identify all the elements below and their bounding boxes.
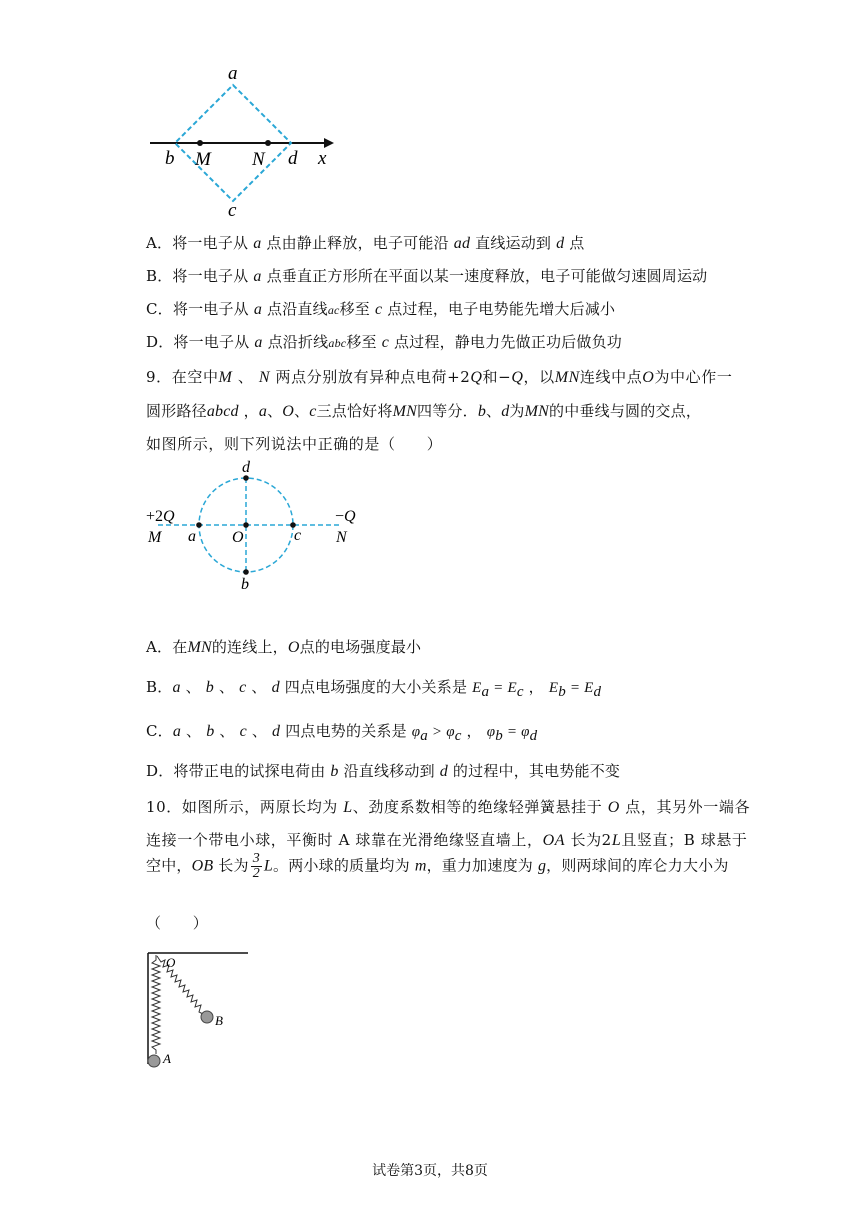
label-B: B: [215, 1013, 223, 1028]
q10-stem-line-2: 连接一个带电小球，平衡时 A 球靠在光滑绝缘竖直墙上，OA 长为2L且竖直；B 球悬于: [146, 831, 748, 849]
point-a: [196, 522, 202, 528]
figure-square-diagram: [140, 60, 350, 220]
page-footer: 试卷第3页，共8页: [372, 1163, 488, 1179]
label-c: c: [228, 200, 237, 220]
label-M: M: [195, 149, 211, 170]
point-O: [243, 522, 249, 528]
label-d: d: [242, 459, 250, 476]
ball-A: [148, 1055, 160, 1067]
q9-stem-line-3: 如图所示，则下列说法中正确的是（ ）: [146, 435, 443, 453]
q9-option-b: B．a 、 b 、 c 、 d 四点电场强度的大小关系是 $E_a = E_c$ ， $E_b = E_d$: [146, 678, 602, 700]
label-a: a: [188, 528, 196, 545]
q8-option-a: A．将一电子从 a 点由静止释放，电子可能沿 ad 直线运动到 d 点: [146, 234, 585, 252]
label-a: a: [228, 63, 238, 84]
label-N: N: [252, 149, 265, 170]
x-axis-arrow: [324, 138, 334, 148]
q8-option-b: B．将一电子从 a 点垂直正方形所在平面以某一速度释放，电子可能做匀速圆周运动: [146, 267, 708, 285]
q9-stem-line-2: 圆形路径abcd ，a、O、c三点恰好将MN四等分．b、d为MN的中垂线与圆的交点，: [146, 402, 702, 420]
point-d: [243, 475, 249, 481]
label-minus-charge: −Q: [335, 508, 356, 525]
spring-OA: [152, 955, 160, 1054]
q9-option-c: C．a 、 b 、 c 、 d 四点电势的关系是 $\varphi_a > \varphi_c$ ， $\varphi_b = \varphi_d$: [146, 722, 538, 744]
label-plus-charge: +2Q: [146, 508, 175, 525]
q8-option-c: C．将一电子从 a 点沿直线ac移至 c 点过程，电子电势能先增大后减小: [146, 300, 616, 318]
label-c: c: [294, 527, 302, 544]
q10-stem-line-1: 10．如图所示，两原长均为 L、劲度系数相等的绝缘轻弹簧悬挂于 O 点，其另外一端各: [146, 798, 751, 816]
label-b: b: [241, 576, 249, 593]
label-A: A: [163, 1051, 171, 1066]
label-d: d: [288, 148, 298, 169]
figure-spring-diagram: [140, 946, 260, 1076]
point-N: [265, 140, 271, 146]
q10-stem-line-4: （ ）: [146, 914, 209, 932]
fraction-three-halves: $\frac{3}{2}$: [252, 851, 260, 881]
q9-option-d: D．将带正电的试探电荷由 b 沿直线移动到 d 的过程中，其电势能不变: [146, 762, 621, 780]
point-M: [197, 140, 203, 146]
spring-OB: [157, 956, 203, 1014]
point-b: [243, 569, 249, 575]
label-M: M: [148, 529, 162, 546]
label-O: O: [232, 529, 244, 546]
q8-option-d: D．将一电子从 a 点沿折线abc移至 c 点过程，静电力先做正功后做负功: [146, 333, 622, 351]
label-b: b: [165, 148, 175, 169]
q9-option-a: A．在MN的连线上，O点的电场强度最小: [146, 638, 422, 656]
q10-stem-line-3: 空中，OB 长为 $\frac{3}{2}$ L。两小球的质量均为 m，重力加速度为 g，则两球间的库仑力大小为: [146, 851, 729, 881]
q9-stem-line-1: 9．在空中M 、 N 两点分别放有异种点电荷+2Q和−Q，以MN连线中点O为中心作一: [146, 368, 733, 386]
label-x: x: [318, 148, 327, 169]
figure-circle-diagram: [140, 458, 370, 598]
ball-B: [201, 1011, 213, 1023]
label-N: N: [336, 529, 347, 546]
label-O: O: [166, 955, 176, 970]
